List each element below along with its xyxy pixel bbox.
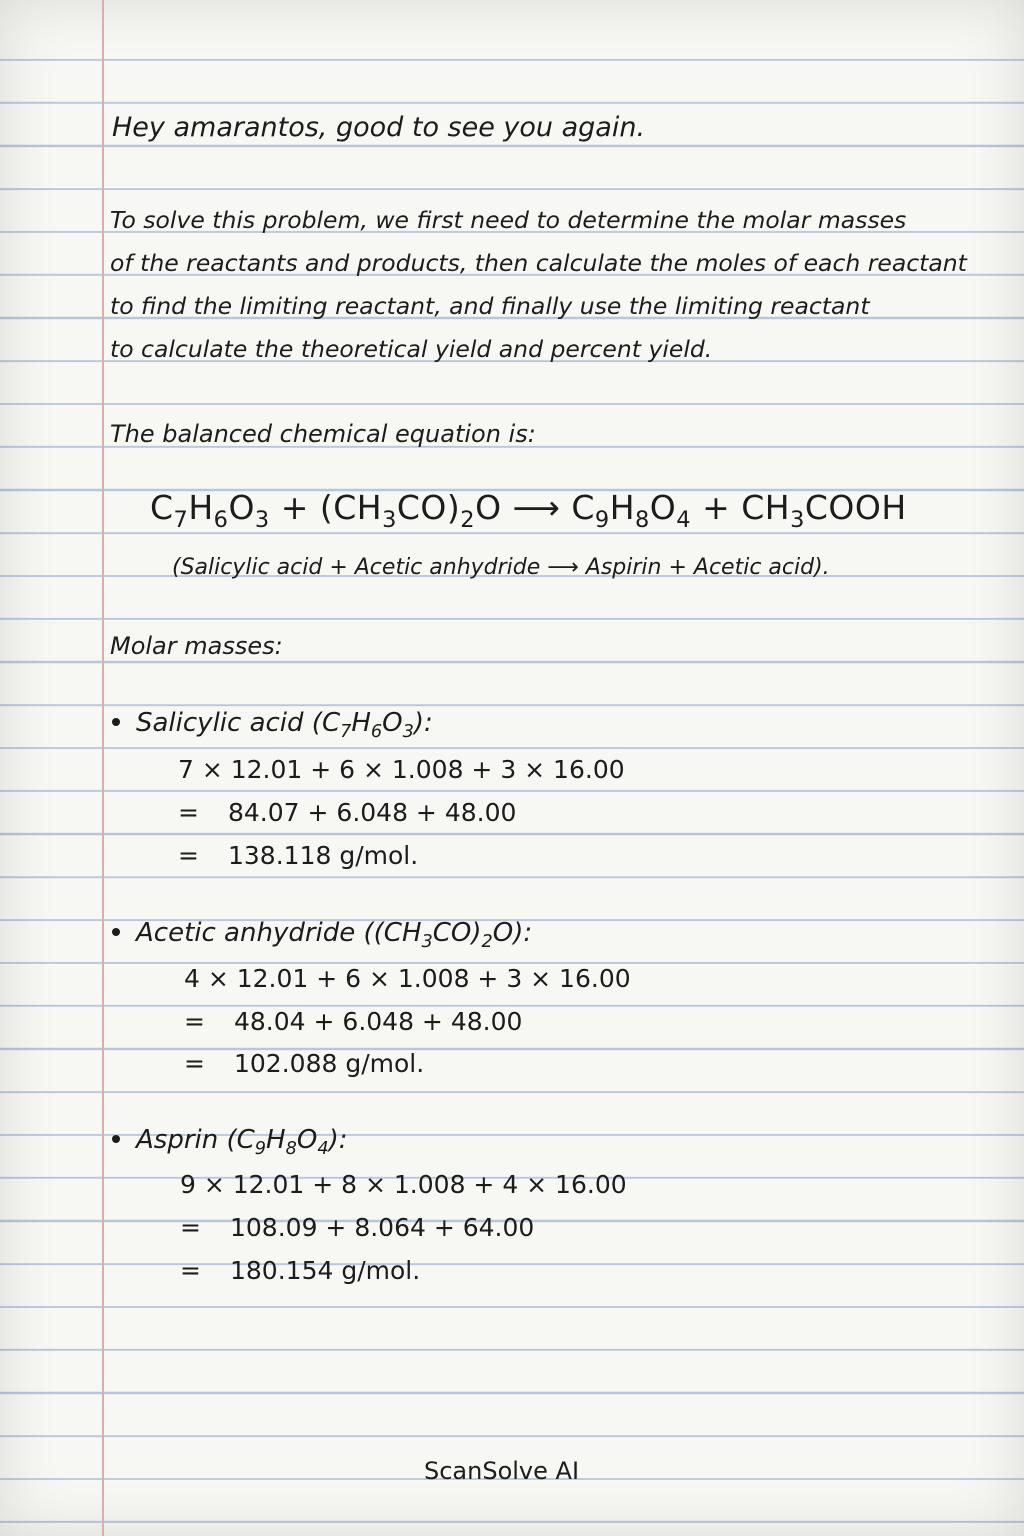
intro-line: to calculate the theoretical yield and percent yield. <box>110 335 713 363</box>
calc-result: = 102.088 g/mol. <box>184 1049 425 1078</box>
plus-sign: + <box>280 488 309 527</box>
intro-line: to find the limiting reactant, and finally use the limiting reactant <box>110 292 870 320</box>
calc-result: = 180.154 g/mol. <box>180 1256 421 1285</box>
equation-intro: The balanced chemical equation is: <box>110 420 536 448</box>
plus-sign: + <box>702 488 731 527</box>
compound-heading-salicylic-acid: Salicylic acid $(C_7H_6O_3)$: <box>112 702 433 745</box>
margin-line <box>102 0 104 1536</box>
reaction-arrow-icon: ⟶ <box>512 488 561 527</box>
calc-line: = 48.04 + 6.048 + 48.00 <box>184 1007 523 1036</box>
greeting: Hey amarantos, good to see you again. <box>112 112 646 143</box>
footer-brand: ScanSolve AI <box>424 1457 580 1485</box>
intro-line: of the reactants and products, then calculate the moles of each reactant <box>110 249 967 277</box>
compound-heading-aspirin: Asprin $(C_9H_8O_4)$: <box>112 1119 347 1162</box>
molar-masses-heading: Molar masses: <box>110 632 283 660</box>
balanced-equation: $C_7H_6O_3 + (CH_3CO)_2O$ ⟶ $C_9H_8O_4$ + $CH_3COOH$ <box>150 488 907 533</box>
calc-line: 7 × 12.01 + 6 × 1.008 + 3 × 16.00 <box>178 755 625 784</box>
calc-result: = 138.118 g/mol. <box>178 841 419 870</box>
bullet-icon <box>112 1135 120 1143</box>
bullet-icon <box>112 928 120 936</box>
calc-line: 4 × 12.01 + 6 × 1.008 + 3 × 16.00 <box>184 964 631 993</box>
intro-line: To solve this problem, we first need to determine the molar masses <box>110 206 907 234</box>
bullet-icon <box>112 718 120 726</box>
compound-heading-acetic-anhydride: Acetic anhydride $((CH_3CO)_2O)$: <box>112 912 532 955</box>
calc-line: = 108.09 + 8.064 + 64.00 <box>180 1213 535 1242</box>
calc-line: = 84.07 + 6.048 + 48.00 <box>178 798 517 827</box>
calc-line: 9 × 12.01 + 8 × 1.008 + 4 × 16.00 <box>180 1170 627 1199</box>
equation-names: (Salicylic acid + Acetic anhydride ⟶ Aspirin + Acetic acid). <box>172 555 830 580</box>
intro-paragraph <box>110 199 967 371</box>
